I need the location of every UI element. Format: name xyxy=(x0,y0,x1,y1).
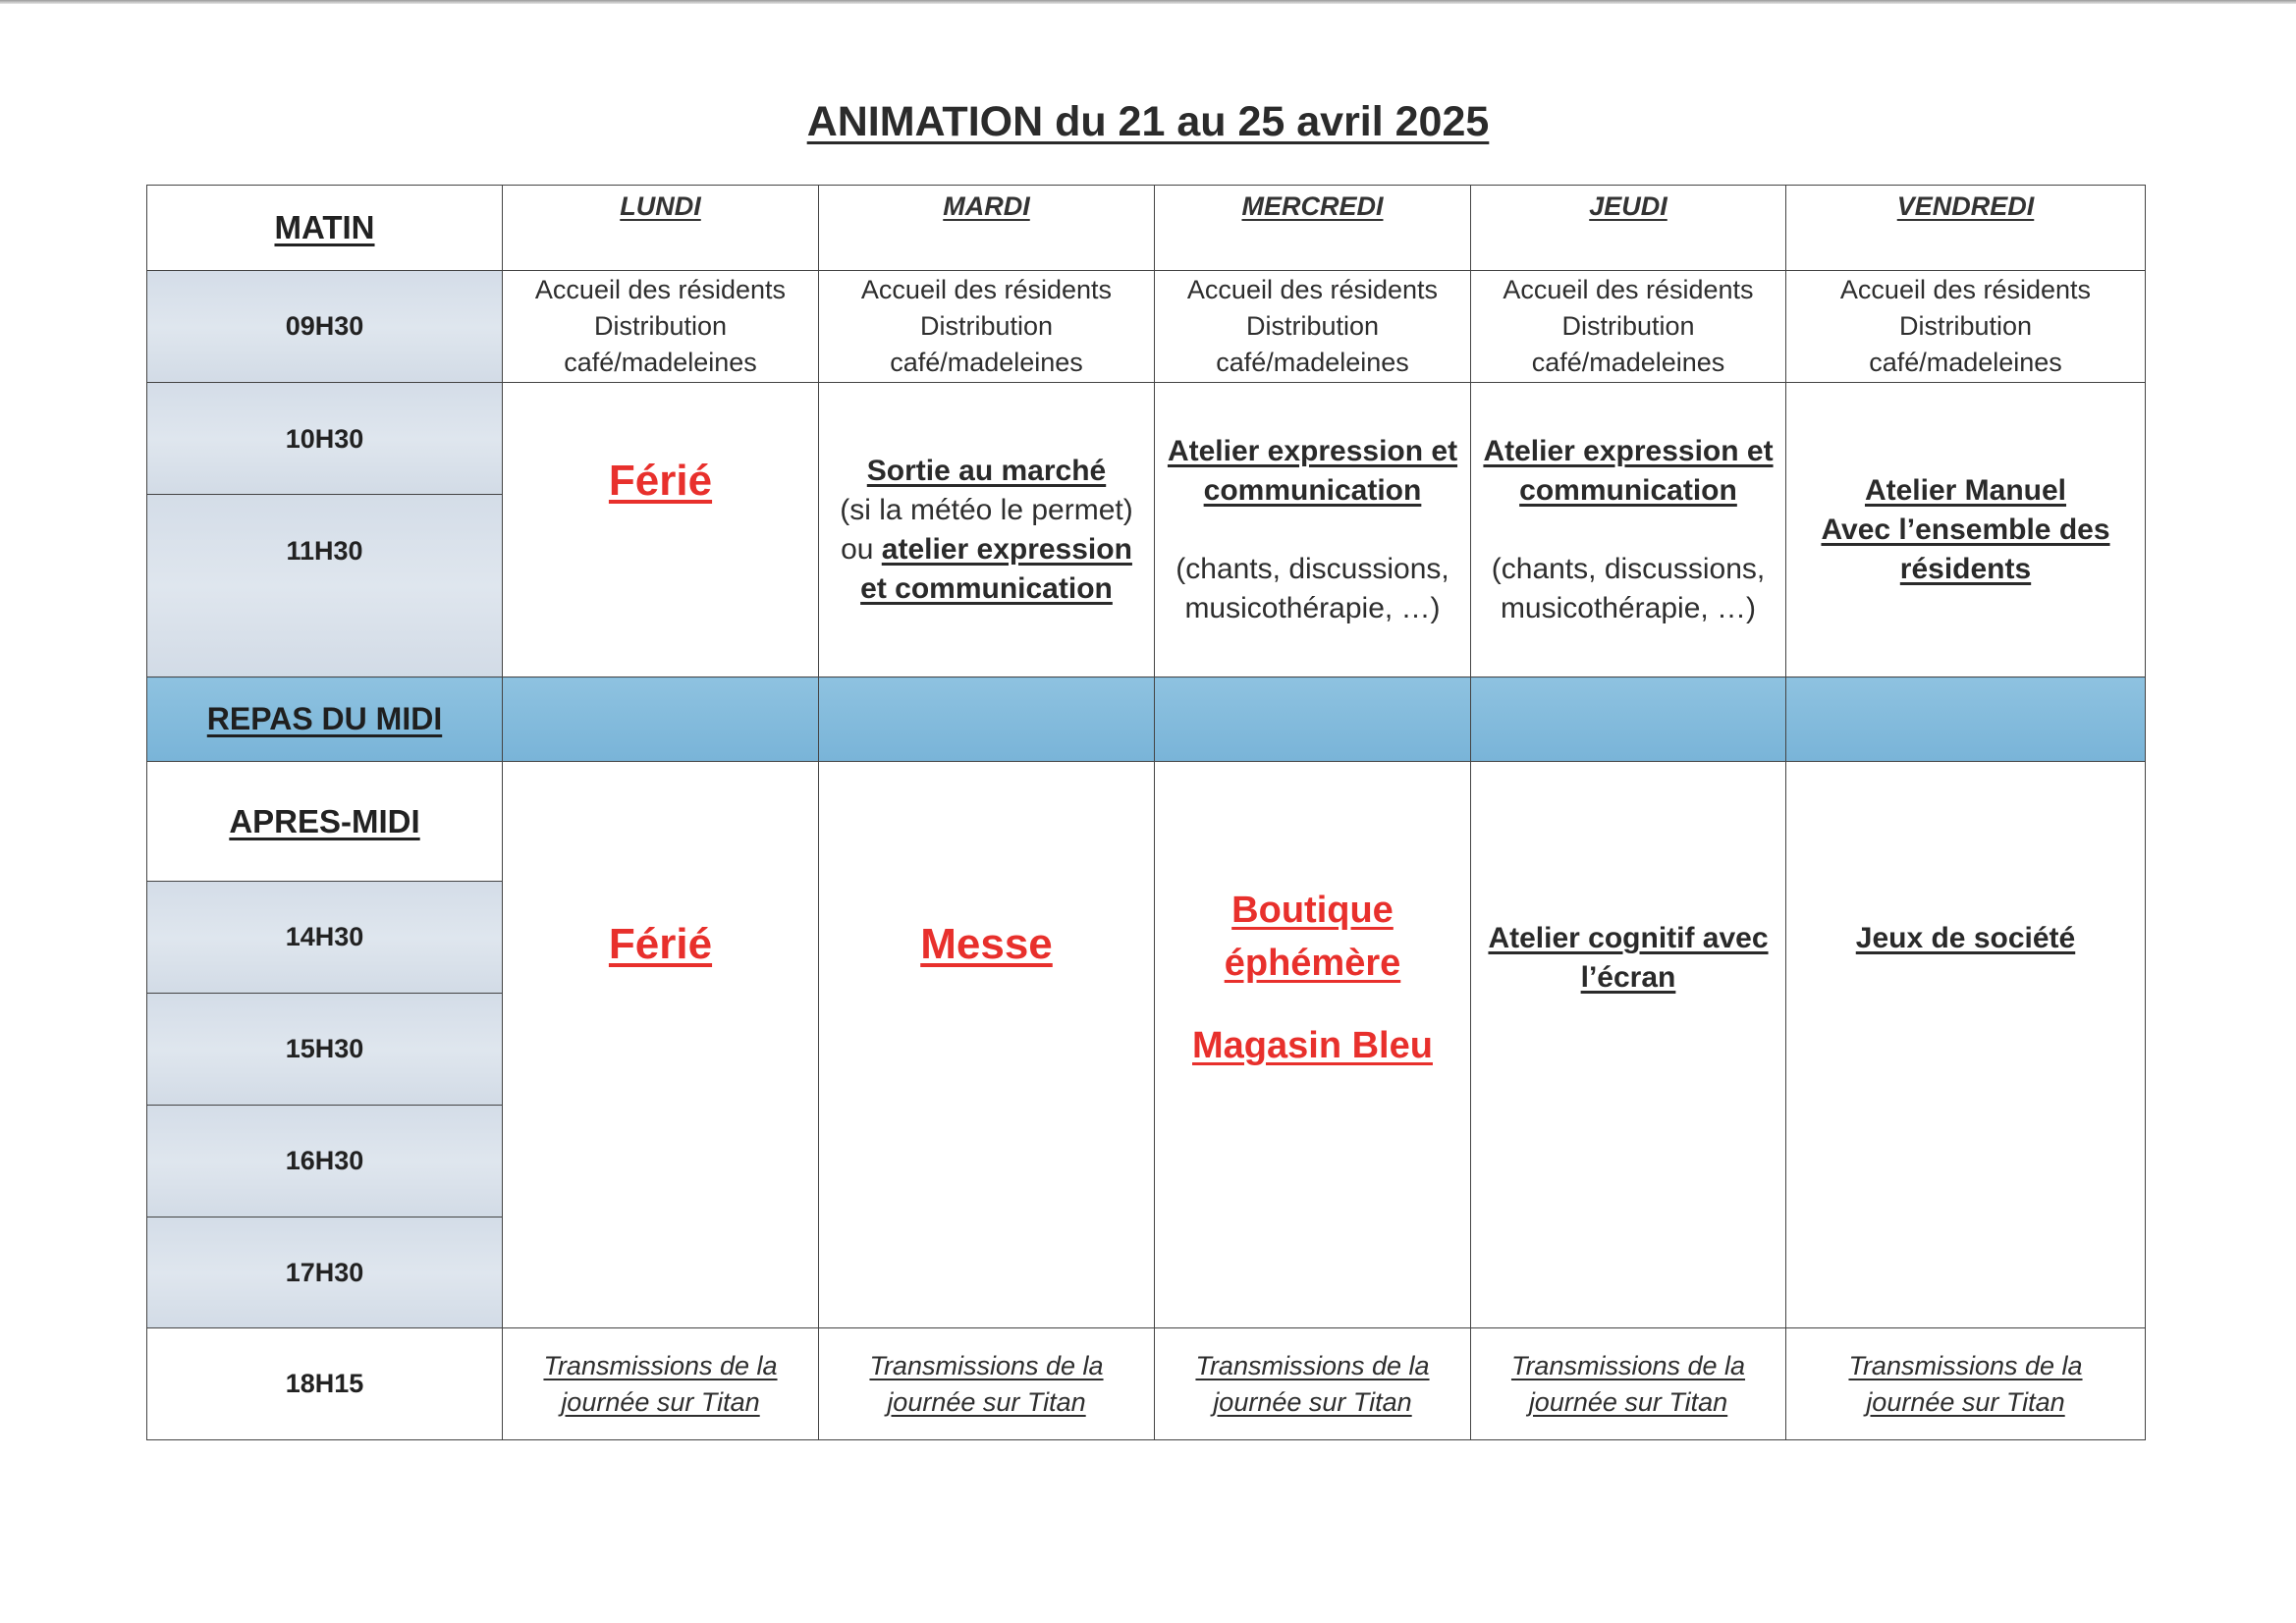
row-1815 xyxy=(147,1328,2146,1440)
row-1030 xyxy=(147,383,2146,495)
welcome-line: Accueil des résidents xyxy=(860,275,1113,304)
welcome-line: Distribution xyxy=(1898,311,2033,341)
welcome-cell-mercredi xyxy=(1155,271,1471,383)
afternoon-cell-vendredi xyxy=(1786,762,2146,1328)
afternoon-cell-mardi xyxy=(819,762,1155,1328)
repas-cell-mardi xyxy=(819,677,1155,762)
messe: Messe xyxy=(920,920,1053,968)
transmissions-line: journée sur Titan xyxy=(1528,1386,1728,1417)
ferie-afternoon: Férié xyxy=(608,920,713,968)
mardi-morning-bold1: Sortie au marché xyxy=(866,454,1107,487)
afternoon-cell-jeudi xyxy=(1471,762,1786,1328)
mercredi-morning-bold: Atelier expression et communication xyxy=(1167,434,1458,507)
vendredi-morning-line1: Atelier Manuel xyxy=(1864,473,2067,507)
time-1130: 11H30 xyxy=(147,495,503,677)
time-1815: 18H15 xyxy=(147,1328,503,1440)
transmissions-line: Transmissions de la xyxy=(1510,1350,1746,1380)
welcome-line: Distribution xyxy=(593,311,728,341)
welcome-cell-jeudi xyxy=(1471,271,1786,383)
apres-midi-header: APRES-MIDI xyxy=(147,762,503,882)
afternoon-cell-lundi xyxy=(503,762,819,1328)
transmissions-lundi xyxy=(503,1328,819,1440)
boutique-ephemere: Boutique éphémère xyxy=(1224,890,1401,984)
morning-cell-lundi xyxy=(503,383,819,677)
morning-cell-mardi xyxy=(819,383,1155,677)
magasin-bleu: Magasin Bleu xyxy=(1192,1025,1433,1066)
jeux-de-societe: Jeux de société xyxy=(1855,922,2076,954)
transmissions-line: Transmissions de la xyxy=(1848,1350,2083,1380)
day-header-lundi: LUNDI xyxy=(503,186,819,271)
morning-cell-mercredi xyxy=(1155,383,1471,677)
day-header-jeudi: JEUDI xyxy=(1471,186,1786,271)
repas-cell-jeudi xyxy=(1471,677,1786,762)
row-repas xyxy=(147,677,2146,762)
vendredi-morning-line2: Avec l’ensemble des résidents xyxy=(1821,513,2110,585)
welcome-line: café/madeleines xyxy=(564,348,757,377)
welcome-line: Distribution xyxy=(919,311,1054,341)
welcome-line: Distribution xyxy=(1245,311,1380,341)
matin-header: MATIN xyxy=(147,186,503,271)
afternoon-cell-mercredi xyxy=(1155,762,1471,1328)
repas-cell-vendredi xyxy=(1786,677,2146,762)
welcome-line: café/madeleines xyxy=(1216,348,1409,377)
transmissions-line: Transmissions de la xyxy=(869,1350,1104,1380)
day-header-mercredi: MERCREDI xyxy=(1155,186,1471,271)
time-1030: 10H30 xyxy=(147,383,503,495)
repas-label: REPAS DU MIDI xyxy=(147,677,503,762)
jeudi-morning-bold: Atelier expression et communication xyxy=(1483,434,1774,507)
time-1530: 15H30 xyxy=(147,994,503,1106)
welcome-line: café/madeleines xyxy=(890,348,1083,377)
mardi-morning-plain: (si la météo le permet) ou xyxy=(840,493,1133,566)
welcome-line: café/madeleines xyxy=(1531,348,1725,377)
repas-cell-mercredi xyxy=(1155,677,1471,762)
transmissions-line: journée sur Titan xyxy=(1213,1386,1412,1417)
transmissions-line: Transmissions de la xyxy=(1195,1350,1430,1380)
transmissions-mercredi xyxy=(1155,1328,1471,1440)
welcome-line: Accueil des résidents xyxy=(1839,275,2092,304)
transmissions-line: journée sur Titan xyxy=(1866,1386,2065,1417)
day-header-mardi: MARDI xyxy=(819,186,1155,271)
mardi-morning-bold2: atelier expression et communication xyxy=(860,532,1132,605)
ferie-morning: Férié xyxy=(608,457,713,505)
row-0930 xyxy=(147,271,2146,383)
jeudi-morning-plain: (chants, discussions, musicothérapie, …) xyxy=(1491,552,1766,624)
morning-cell-jeudi xyxy=(1471,383,1786,677)
mercredi-morning-plain: (chants, discussions, musicothérapie, …) xyxy=(1175,552,1449,624)
morning-cell-vendredi xyxy=(1786,383,2146,677)
transmissions-line: Transmissions de la xyxy=(543,1350,778,1380)
day-header-vendredi: VENDREDI xyxy=(1786,186,2146,271)
scan-edge xyxy=(0,0,2296,4)
row-apres-midi xyxy=(147,762,2146,882)
page-title: ANIMATION du 21 au 25 avril 2025 xyxy=(806,98,1490,145)
welcome-line: café/madeleines xyxy=(1869,348,2062,377)
time-1430: 14H30 xyxy=(147,882,503,994)
header-row xyxy=(147,186,2146,271)
transmissions-line: journée sur Titan xyxy=(887,1386,1086,1417)
transmissions-vendredi xyxy=(1786,1328,2146,1440)
time-1630: 16H30 xyxy=(147,1106,503,1217)
schedule-table xyxy=(146,185,2146,1440)
time-1730: 17H30 xyxy=(147,1217,503,1328)
welcome-cell-lundi xyxy=(503,271,819,383)
transmissions-line: journée sur Titan xyxy=(561,1386,760,1417)
welcome-line: Accueil des résidents xyxy=(534,275,787,304)
welcome-cell-mardi xyxy=(819,271,1155,383)
transmissions-mardi xyxy=(819,1328,1155,1440)
time-0930: 09H30 xyxy=(147,271,503,383)
welcome-line: Accueil des résidents xyxy=(1503,275,1754,304)
atelier-cognitif: Atelier cognitif avec l’écran xyxy=(1488,922,1769,994)
welcome-cell-vendredi xyxy=(1786,271,2146,383)
transmissions-jeudi xyxy=(1471,1328,1786,1440)
welcome-line: Distribution xyxy=(1561,311,1695,341)
welcome-line: Accueil des résidents xyxy=(1186,275,1439,304)
repas-cell-lundi xyxy=(503,677,819,762)
